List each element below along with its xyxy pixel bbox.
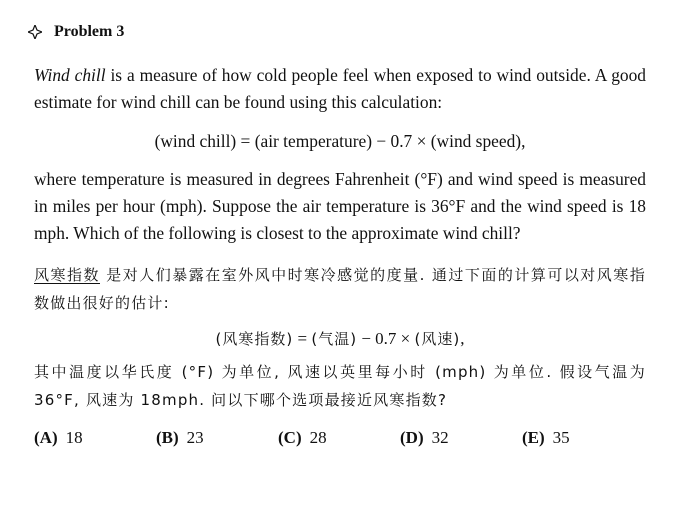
english-formula: (wind chill) = (air temperature) − 0.7 × (wind speed), (154, 131, 526, 151)
choice-c[interactable] (278, 426, 400, 450)
choice-value: 35 (552, 428, 570, 447)
chinese-term: 风寒指数 (34, 266, 100, 284)
chinese-body: 其中温度以华氏度 (°F) 为单位, 风速以英里每小时 (mph) 为单位. 假设气温为 36°F, 风速为 18mph. 问以下哪个选项最接近风寒指数? (34, 363, 646, 409)
diamond-star-icon (28, 25, 42, 39)
chinese-intro-text: 是对人们暴露在室外风中时寒冷感觉的度量. 通过下面的计算可以对风寒指数做出很好的估计: (34, 266, 646, 312)
choice-value: 18 (65, 428, 83, 447)
choice-label: (B) (156, 428, 179, 447)
choice-label: (A) (34, 428, 58, 447)
english-body: where temperature is measured in degrees Fahrenheit (°F) and wind speed is measured in miles per hour (mph). Suppose the air temperature is 36°F and the wind speed is 18 mph. Which of the following is closest to the approximate wind chill? (34, 169, 646, 243)
choice-value: 28 (309, 428, 327, 447)
chinese-intro (34, 261, 646, 317)
problem-header (28, 18, 646, 46)
english-intro (34, 62, 646, 116)
choice-d[interactable] (400, 426, 522, 450)
problem-page (34, 18, 646, 450)
choice-e[interactable] (522, 426, 644, 450)
choice-label: (C) (278, 428, 302, 447)
chinese-formula-wind-chill: (风寒指数) (215, 330, 294, 348)
choice-b[interactable] (156, 426, 278, 450)
english-intro-text: is a measure of how cold people feel when exposed to wind outside. A good estimate for wind chill can be found using this calculation: (34, 65, 646, 112)
choice-a[interactable] (34, 426, 156, 450)
chinese-formula (34, 328, 646, 349)
chinese-formula-end: , (460, 329, 465, 348)
chinese-formula-mid: − 0.7 × (357, 329, 415, 348)
chinese-formula-wind-speed: (风速) (414, 330, 461, 348)
chinese-formula-air-temp: (气温) (311, 330, 358, 348)
problem-title: Problem 3 (54, 23, 125, 40)
chinese-formula-eq: = (293, 329, 312, 348)
choice-value: 32 (431, 428, 449, 447)
choice-value: 23 (186, 428, 204, 447)
answer-choices (34, 426, 646, 450)
english-term: Wind chill (34, 65, 106, 85)
choice-label: (E) (522, 428, 545, 447)
choice-label: (D) (400, 428, 424, 447)
